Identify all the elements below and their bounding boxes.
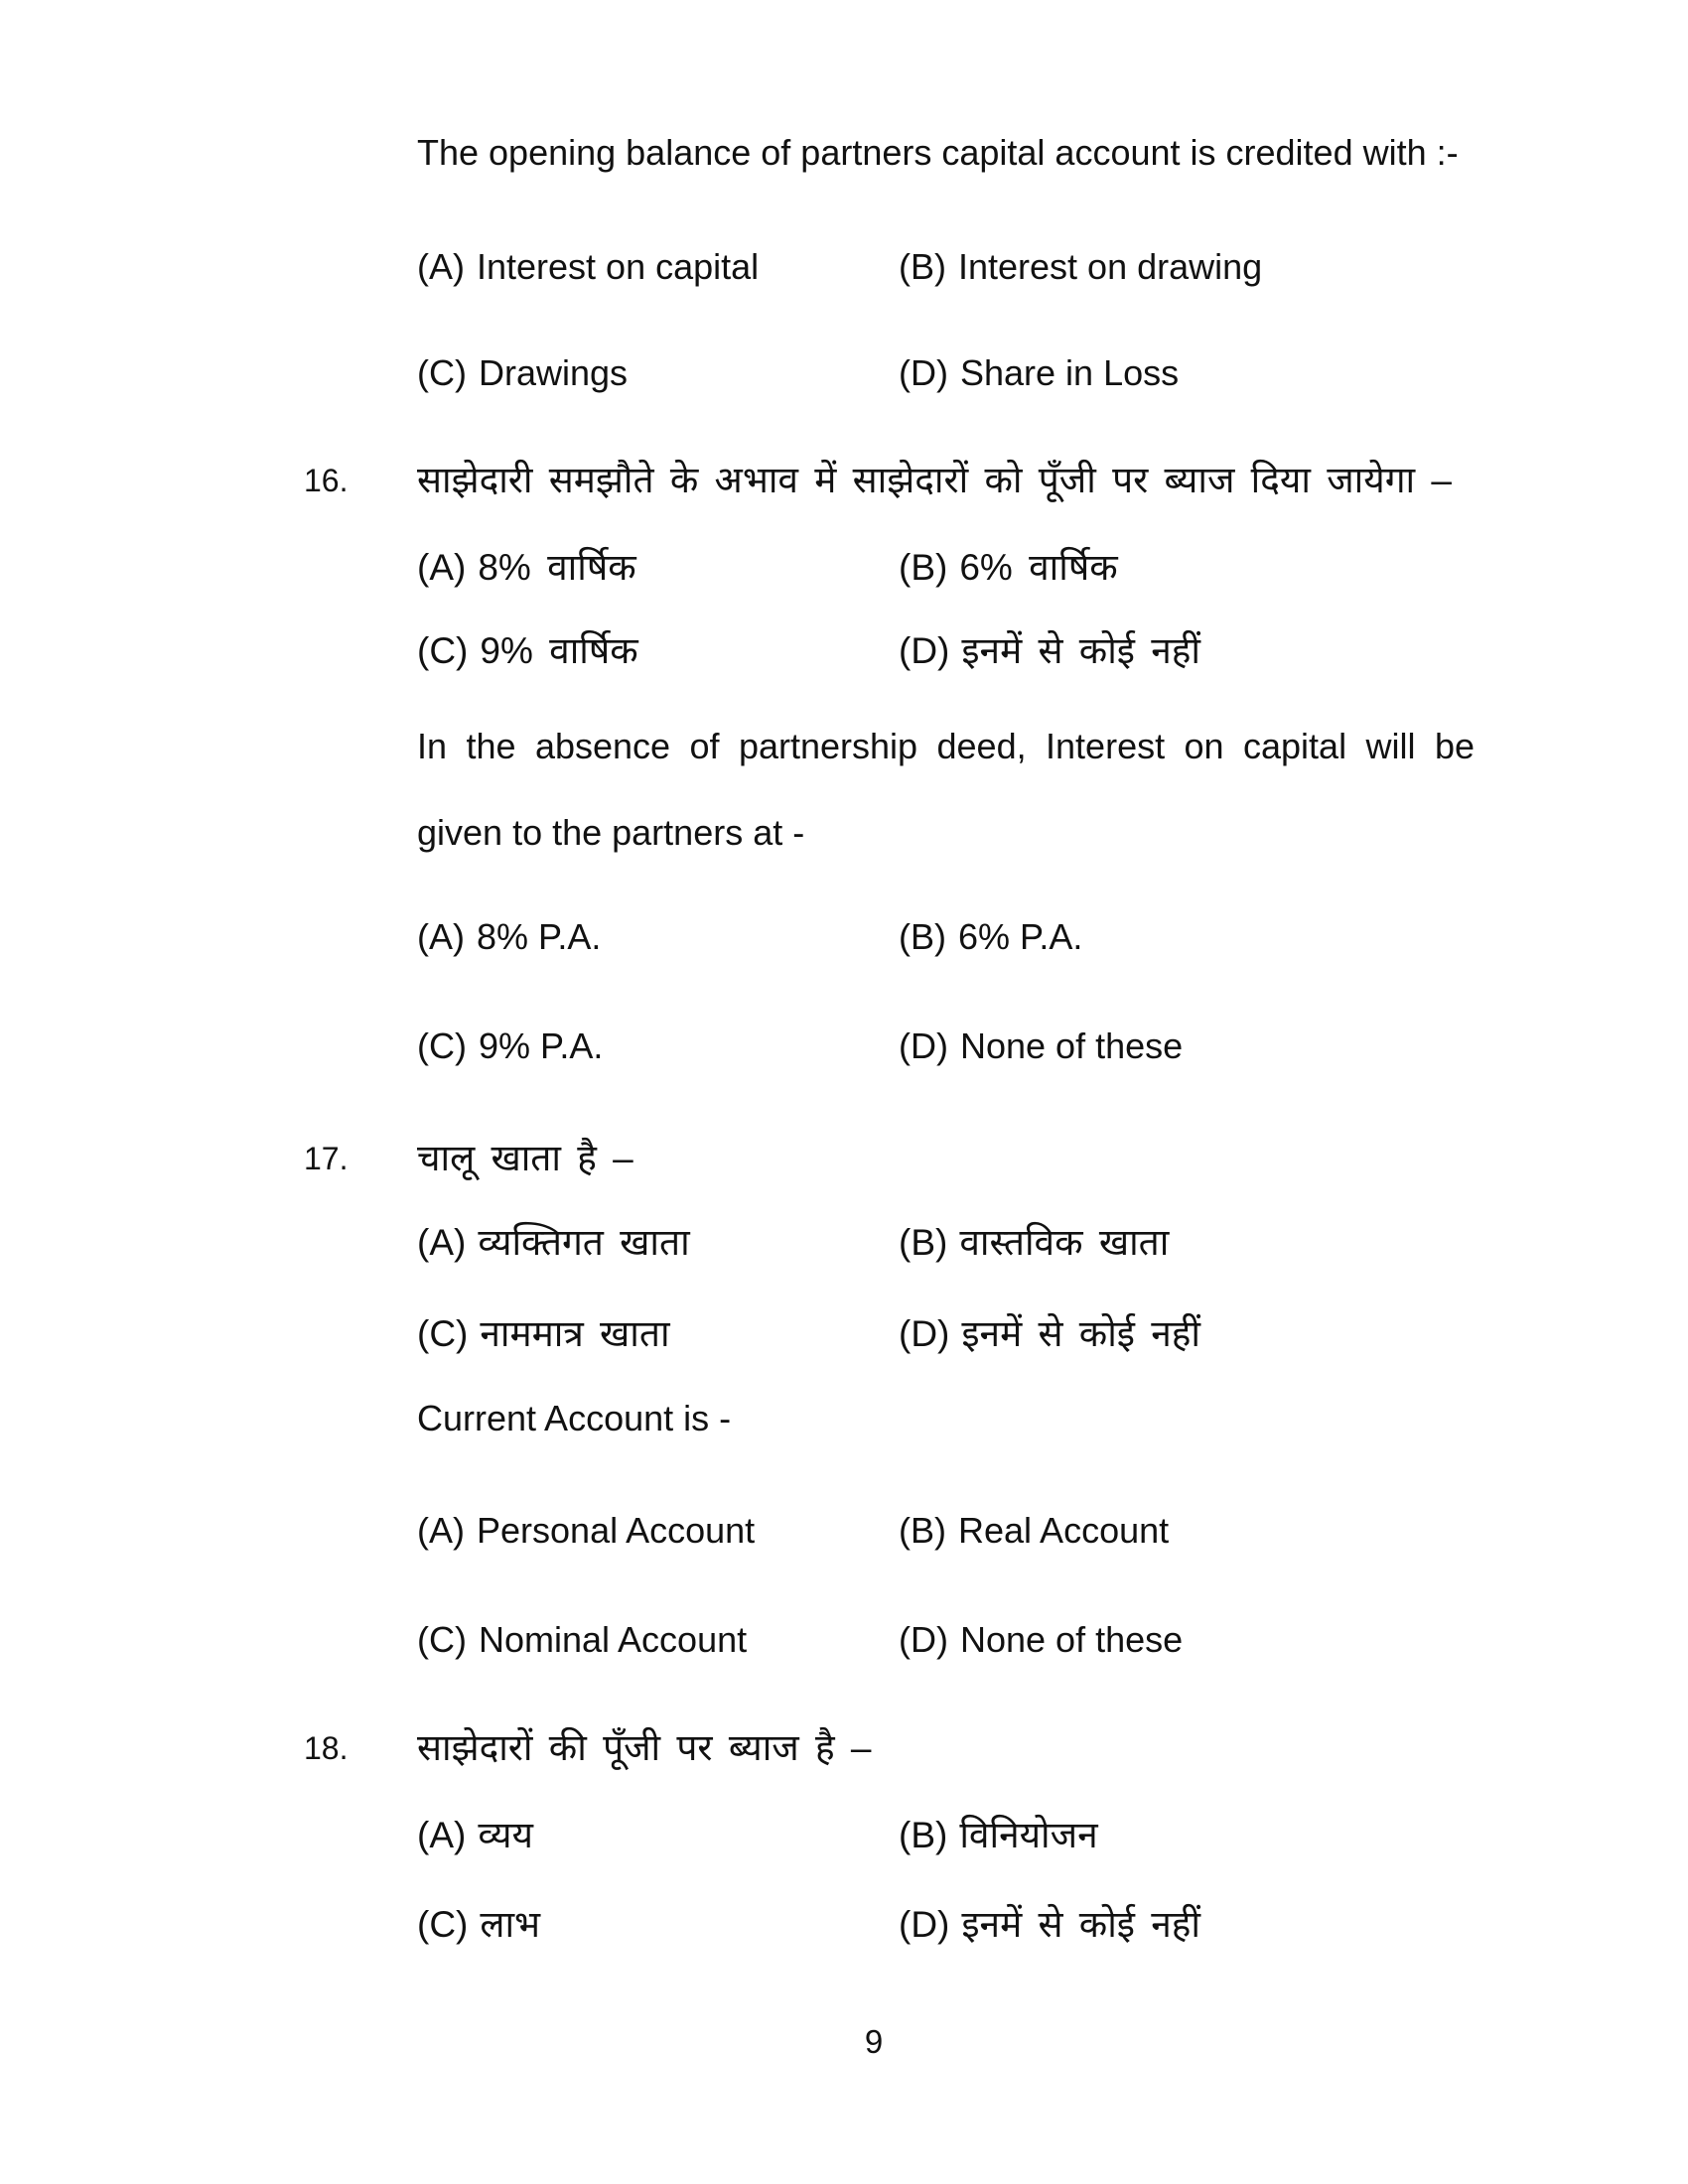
q17-english-option-b-text: Real Account (958, 1510, 1170, 1551)
q17-hindi-option-c-label: (C) (417, 1313, 469, 1354)
q17-english-option-d-label: (D) (899, 1619, 948, 1660)
q16-english-option-a (417, 911, 601, 963)
q16-english-option-b-label: (B) (899, 916, 946, 957)
q16-english-option-c-label: (C) (417, 1025, 467, 1066)
q18-hindi-option-b (899, 1810, 1098, 1861)
q16-question-text-english-line1: In the absence of partnership deed, Interest on capital will be (417, 726, 1475, 766)
q18-hindi-option-d-label: (D) (899, 1904, 950, 1945)
q15-question-row (0, 127, 1688, 179)
q16-question-text-english-line2: given to the partners at - (417, 812, 805, 853)
q16-hindi-options-row-2 (0, 625, 1688, 677)
q18-hindi-option-a (417, 1810, 533, 1861)
q16-english-option-d (899, 1021, 1183, 1072)
q18-hindi-option-a-text: व्यय (478, 1815, 533, 1855)
q16-english-option-a-text: 8% P.A. (477, 916, 602, 957)
q15-option-a (417, 241, 759, 293)
q15-option-d-label: (D) (899, 352, 948, 393)
page-number: 9 (864, 2023, 884, 2060)
q16-hindi-option-a-text: 8% वार्षिक (478, 547, 636, 588)
q17-hindi-option-c-text: नाममात्र खाता (480, 1313, 670, 1354)
q15-option-c (417, 347, 628, 399)
q17-question-text-english: Current Account is - (417, 1398, 732, 1438)
q15-option-c-text: Drawings (478, 352, 629, 393)
q18-hindi-option-d-text: इनमें से कोई नहीं (961, 1904, 1200, 1945)
q16-question-row (0, 455, 1688, 506)
q17-english-options-row-1 (0, 1505, 1688, 1557)
q15-option-b-text: Interest on drawing (958, 246, 1263, 287)
q16-hindi-option-c-text: 9% वार्षिक (480, 630, 638, 671)
q15-options-row-1 (0, 241, 1688, 293)
q17-hindi-option-a (417, 1217, 690, 1269)
q17-english-option-d-text: None of these (959, 1619, 1184, 1660)
q16-number: 16. (304, 463, 349, 498)
q15-question-text: The opening balance of partners capital account is credited with :- (417, 132, 1459, 173)
q15-options-row-2 (0, 347, 1688, 399)
q18-hindi-option-b-text: विनियोजन (959, 1815, 1098, 1855)
q18-hindi-options-row-1 (0, 1810, 1688, 1861)
q17-hindi-option-d (899, 1308, 1200, 1360)
q18-hindi-option-c-label: (C) (417, 1904, 469, 1945)
q16-hindi-options-row-1 (0, 542, 1688, 594)
q17-english-option-a-label: (A) (417, 1510, 465, 1551)
q17-english-option-d (899, 1614, 1183, 1666)
q18-hindi-option-b-label: (B) (899, 1815, 948, 1855)
q17-english-option-a (417, 1505, 755, 1557)
q17-english-option-c-text: Nominal Account (478, 1619, 748, 1660)
q16-english-option-d-label: (D) (899, 1025, 948, 1066)
q18-hindi-option-a-label: (A) (417, 1815, 467, 1855)
q17-question-row (0, 1133, 1688, 1184)
q16-hindi-option-a-label: (A) (417, 547, 467, 588)
q18-hindi-option-c (417, 1899, 540, 1951)
q15-option-d-text: Share in Loss (959, 352, 1180, 393)
q16-english-question-row-1 (0, 721, 1688, 772)
q17-hindi-option-b-text: वास्तविक खाता (959, 1222, 1170, 1263)
q16-english-option-c-text: 9% P.A. (478, 1025, 604, 1066)
q16-english-options-row-2 (0, 1021, 1688, 1072)
q17-hindi-option-d-text: इनमें से कोई नहीं (961, 1313, 1200, 1354)
q16-hindi-option-c (417, 625, 638, 677)
q16-hindi-option-b-label: (B) (899, 547, 948, 588)
q17-english-option-b-label: (B) (899, 1510, 946, 1551)
q16-hindi-option-a (417, 542, 636, 594)
q17-hindi-options-row-2 (0, 1308, 1688, 1360)
q18-number: 18. (304, 1730, 349, 1766)
q17-hindi-options-row-1 (0, 1217, 1688, 1269)
q16-question-text-hindi: साझेदारी समझौते के अभाव में साझेदारों को पूँजी पर ब्याज दिया जायेगा – (417, 460, 1452, 500)
q16-english-option-b (899, 911, 1082, 963)
q16-english-option-c (417, 1021, 603, 1072)
q17-english-option-c (417, 1614, 747, 1666)
q17-hindi-option-b-label: (B) (899, 1222, 948, 1263)
q16-hindi-option-d (899, 625, 1200, 677)
q16-hindi-option-d-label: (D) (899, 630, 950, 671)
q15-option-a-text: Interest on capital (477, 246, 760, 287)
q15-option-b (899, 241, 1262, 293)
q17-hindi-option-a-label: (A) (417, 1222, 467, 1263)
q16-english-option-d-text: None of these (959, 1025, 1184, 1066)
q16-hindi-option-b-text: 6% वार्षिक (959, 547, 1118, 588)
q16-hindi-option-d-text: इनमें से कोई नहीं (961, 630, 1200, 671)
q17-hindi-option-b (899, 1217, 1169, 1269)
q17-hindi-option-d-label: (D) (899, 1313, 950, 1354)
q17-english-option-b (899, 1505, 1169, 1557)
q15-option-d (899, 347, 1179, 399)
q16-english-question-row-2 (0, 807, 1688, 859)
q15-option-b-label: (B) (899, 246, 946, 287)
q18-question-text-hindi: साझेदारों की पूँजी पर ब्याज है – (417, 1727, 872, 1768)
q18-question-row (0, 1722, 1688, 1774)
q18-hindi-option-c-text: लाभ (480, 1904, 541, 1945)
q16-hindi-option-b (899, 542, 1118, 594)
q16-english-option-b-text: 6% P.A. (958, 916, 1083, 957)
q17-hindi-option-c (417, 1308, 670, 1360)
q17-english-option-c-label: (C) (417, 1619, 467, 1660)
q15-option-a-label: (A) (417, 246, 465, 287)
q18-hindi-option-d (899, 1899, 1200, 1951)
q17-hindi-option-a-text: व्यक्तिगत खाता (478, 1222, 690, 1263)
q17-english-option-a-text: Personal Account (477, 1510, 756, 1551)
q16-english-options-row-1 (0, 911, 1688, 963)
q18-hindi-options-row-2 (0, 1899, 1688, 1951)
q16-hindi-option-c-label: (C) (417, 630, 469, 671)
q17-english-question-row (0, 1393, 1688, 1444)
q17-question-text-hindi: चालू खाता है – (417, 1138, 633, 1178)
q15-option-c-label: (C) (417, 352, 467, 393)
q16-english-option-a-label: (A) (417, 916, 465, 957)
q17-number: 17. (304, 1141, 349, 1176)
q17-english-options-row-2 (0, 1614, 1688, 1666)
